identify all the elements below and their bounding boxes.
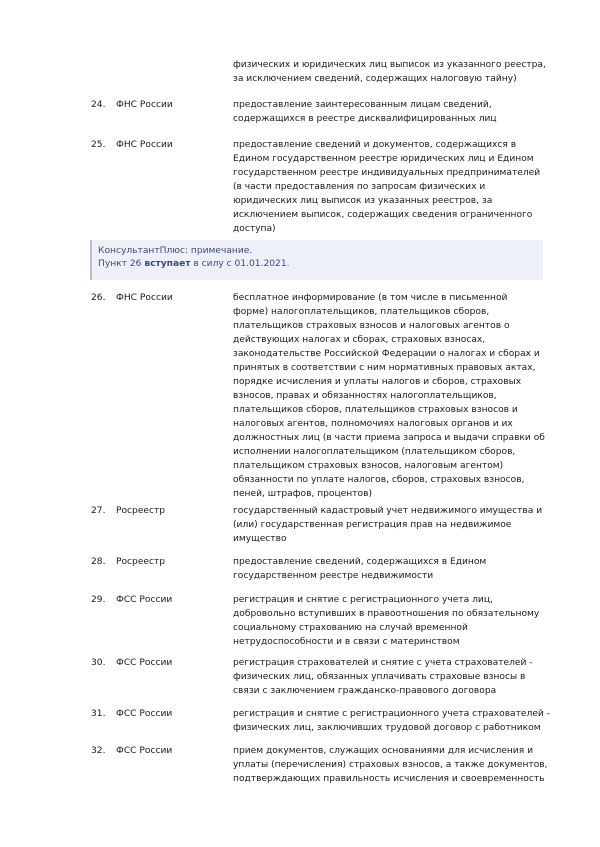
row-number: 28. <box>91 557 106 567</box>
note-highlight: вступает <box>144 259 191 269</box>
text-line: добровольно вступивших в правоотношения по обязательному <box>233 609 540 619</box>
text-line: действующих налогах и сборах, страховых взносах, <box>233 335 486 345</box>
text-line: предоставление заинтересованным лицам сведений, <box>233 100 492 110</box>
text-line: исключением выписок, содержащих сведения ограниченного <box>233 210 533 220</box>
text-line: государственном реестре недвижимости <box>233 571 434 581</box>
text-line: прием документов, служащих основаниями для исчисления и <box>233 746 533 756</box>
text-line: взносов, правах и обязанностях налогоплательщиков, <box>233 391 497 401</box>
text-line: физических и юридических лиц выписок из указанного реестра, <box>233 60 546 70</box>
text-line: физических лиц, обязанных уплачивать страховые взносы в <box>233 672 526 682</box>
text-line: пеней, штрафов, процентов) <box>233 489 372 499</box>
text-line: имущество <box>233 534 287 544</box>
text-line: законодательстве Российской Федерации о налогах и сборах и <box>233 349 540 359</box>
text-line: уплаты (перечисления) страховых взносов, а также документов, <box>233 760 548 770</box>
text-line: регистрация страхователей и снятие с учета страхователей - <box>233 658 533 668</box>
row-number: 27. <box>91 506 106 516</box>
text-line: связи с заключением гражданско-правового договора <box>233 686 497 696</box>
row-number: 31. <box>91 709 106 719</box>
text-line: бесплатное информирование (в том числе в письменной <box>233 293 508 303</box>
note-text-after: в силу с 01.01.2021. <box>190 259 290 269</box>
row-authority: ФНС России <box>116 100 173 110</box>
row-description <box>233 656 551 698</box>
row-authority: ФСС России <box>116 709 173 719</box>
text-line: регистрация и снятие с регистрационного учета страхователей - <box>233 709 551 719</box>
row-description <box>233 744 551 786</box>
text-line: государственный кадастровый учет недвижимого имущества и <box>233 506 543 516</box>
text-line: плательщиков страховых взносов и налоговых агентов о <box>233 321 510 331</box>
row-description <box>233 504 551 546</box>
text-line: социальному страхованию на случай временной <box>233 623 468 633</box>
row-number: 25. <box>91 140 106 150</box>
text-line: порядке исчисления и уплаты налогов и сборов, страховых <box>233 377 522 387</box>
text-line: нетрудоспособности и в связи с материнством <box>233 637 460 647</box>
row-number: 26. <box>91 293 106 303</box>
text-line: (в части предоставления по запросам физических и <box>233 182 486 192</box>
row-description <box>233 707 551 735</box>
row-authority: Росреестр <box>116 557 166 567</box>
text-line: Едином государственном реестре юридических лиц и Едином <box>233 154 534 164</box>
row-authority: ФНС России <box>116 140 173 150</box>
row-description <box>233 98 551 126</box>
note-text-before: Пункт 26 <box>98 259 145 269</box>
row-number: 24. <box>91 100 106 110</box>
text-line: исполнении налогоплательщиком (плательщиком сборов, <box>233 447 516 457</box>
text-line: форме) налогоплательщиков, плательщиков сборов, <box>233 307 490 317</box>
row-description <box>233 555 551 583</box>
text-line: государственном реестре индивидуальных предпринимателей <box>233 168 541 178</box>
text-line: принятых в соответствии с ним нормативных правовых актах, <box>233 363 536 373</box>
note-title: КонсультантПлюс: примечание. <box>98 246 253 256</box>
text-line: регистрация и снятие с регистрационного учета лиц, <box>233 595 493 605</box>
text-line: физических лиц, заключивших трудовой договор с работником <box>233 723 541 733</box>
row-authority: ФСС России <box>116 658 173 668</box>
text-line: налоговых агентов, полномочиях налоговых органов и их <box>233 419 513 429</box>
continuation-text <box>233 58 551 86</box>
note-text <box>98 258 543 271</box>
text-line: доступа) <box>233 224 276 234</box>
text-line: плательщиком страховых взносов, налоговым агентом) <box>233 461 504 471</box>
consultant-note <box>90 240 543 280</box>
row-number: 32. <box>91 746 106 756</box>
text-line: содержащихся в реестре дисквалифицированных лиц <box>233 114 497 124</box>
text-line: должностных лиц (в части приема запроса и выдачи справки об <box>233 433 545 443</box>
row-authority: ФНС России <box>116 293 173 303</box>
text-line: обязанности по уплате налогов, сборов, страховых взносов, <box>233 475 525 485</box>
text-line: за исключением сведений, содержащих налоговую тайну) <box>233 74 517 84</box>
row-description <box>233 593 551 649</box>
text-line: предоставление сведений, содержащихся в Едином <box>233 557 487 567</box>
text-line: предоставление сведений и документов, содержащихся в <box>233 140 517 150</box>
row-authority: ФСС России <box>116 595 173 605</box>
text-line: (или) государственная регистрация прав на недвижимое <box>233 520 512 530</box>
text-line: подтверждающих правильность исчисления и своевременность <box>233 774 545 784</box>
row-description <box>233 291 551 501</box>
text-line: плательщиков сборов, плательщиков страховых взносов и <box>233 405 518 415</box>
row-authority: ФСС России <box>116 746 173 756</box>
row-number: 30. <box>91 658 106 668</box>
row-description <box>233 138 551 236</box>
text-line: юридических лиц выписок из указанных реестров, за <box>233 196 493 206</box>
row-authority: Росреестр <box>116 506 166 516</box>
row-number: 29. <box>91 595 106 605</box>
